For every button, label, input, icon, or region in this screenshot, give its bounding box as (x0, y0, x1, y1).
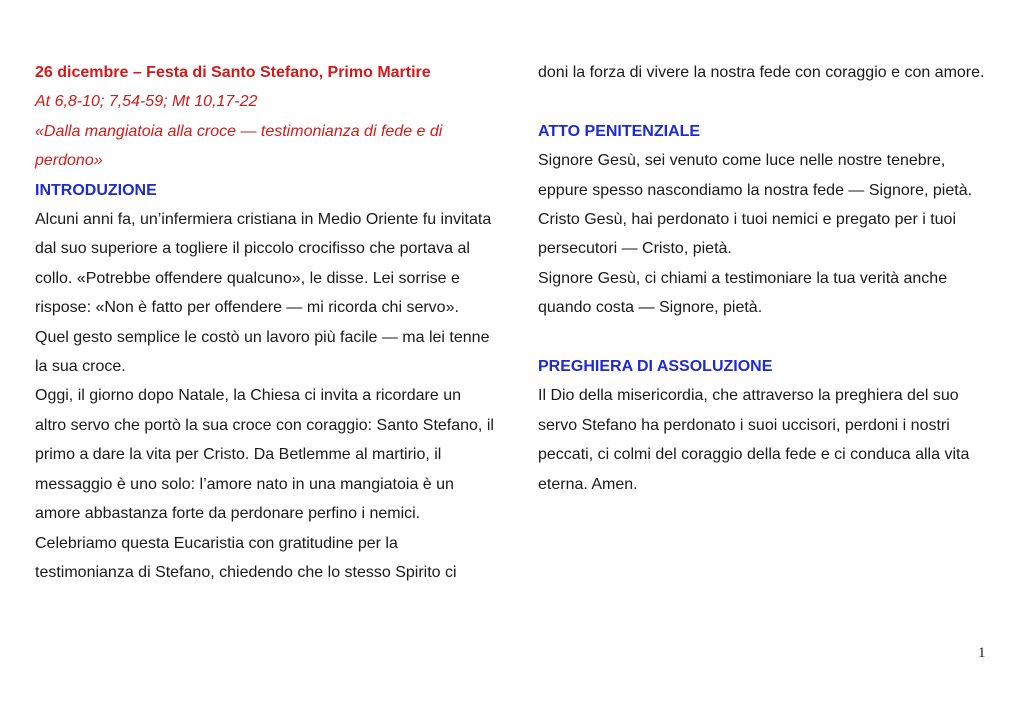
section-heading-preghiera-assoluzione: PREGHIERA DI ASSOLUZIONE (538, 358, 773, 376)
right-column (538, 58, 993, 499)
spacer (538, 87, 993, 116)
intro-paragraph-2: Oggi, il giorno dopo Natale, la Chiesa ci invita a ricordare un altro servo che portò la sua croce con coraggio: Santo Stefano, il primo a dare la vita per Cristo. Da Betlemme al martirio, il messaggio è uno solo: l’amore nato in una mangiatoia è un amore abbastanza forte da perdonare perfino i nemici. (35, 387, 494, 523)
page-title: 26 dicembre – Festa di Santo Stefano, Primo Martire (35, 64, 431, 81)
intro-paragraph-3-end: doni la forza di vivere la nostra fede con coraggio e con amore. (538, 64, 985, 81)
spacer (538, 323, 993, 352)
penitential-invocation-2: Cristo Gesù, hai perdonato i tuoi nemici e pregato per i tuoi persecutori — Cristo, pietà. (538, 211, 957, 258)
page-number: 1 (978, 645, 986, 661)
section-heading-atto-penitenziale: ATTO PENITENZIALE (538, 122, 701, 140)
readings-reference: At 6,8-10; 7,54-59; Mt 10,17-22 (35, 93, 258, 111)
intro-paragraph-1: Alcuni anni fa, un’infermiera cristiana in Medio Oriente fu invitata dal suo superiore a togliere il piccolo crocifisso che portava al collo. «Potrebbe offendere qualcuno», le disse. Lei sorrise e rispose: «Non è fatto per offendere — mi ricorda chi servo». Quel gesto semplice le costò un lavoro più facile — ma lei tenne la sua croce. (35, 211, 492, 376)
penitential-invocation-1: Signore Gesù, sei venuto come luce nelle nostre tenebre, eppure spesso nascondiamo la nostra fede — Signore, pietà. (538, 152, 973, 199)
theme-quote: «Dalla mangiatoia alla croce — testimonianza di fede e di perdono» (35, 122, 443, 170)
absolution-prayer: Il Dio della misericordia, che attraverso la preghiera del suo servo Stefano ha perdonato i suoi uccisori, perdoni i nostri peccati, ci colmi del coraggio della fede e ci conduca alla vita eterna. Amen. (538, 387, 970, 493)
section-heading-introduzione: INTRODUZIONE (35, 181, 157, 199)
penitential-invocation-3: Signore Gesù, ci chiami a testimoniare la tua verità anche quando costa — Signore, pietà. (538, 269, 948, 317)
intro-paragraph-3-start: Celebriamo questa Eucaristia con gratitudine per la testimonianza di Stefano, chiedendo che lo stesso Spirito ci (35, 534, 457, 581)
left-column (35, 58, 495, 587)
